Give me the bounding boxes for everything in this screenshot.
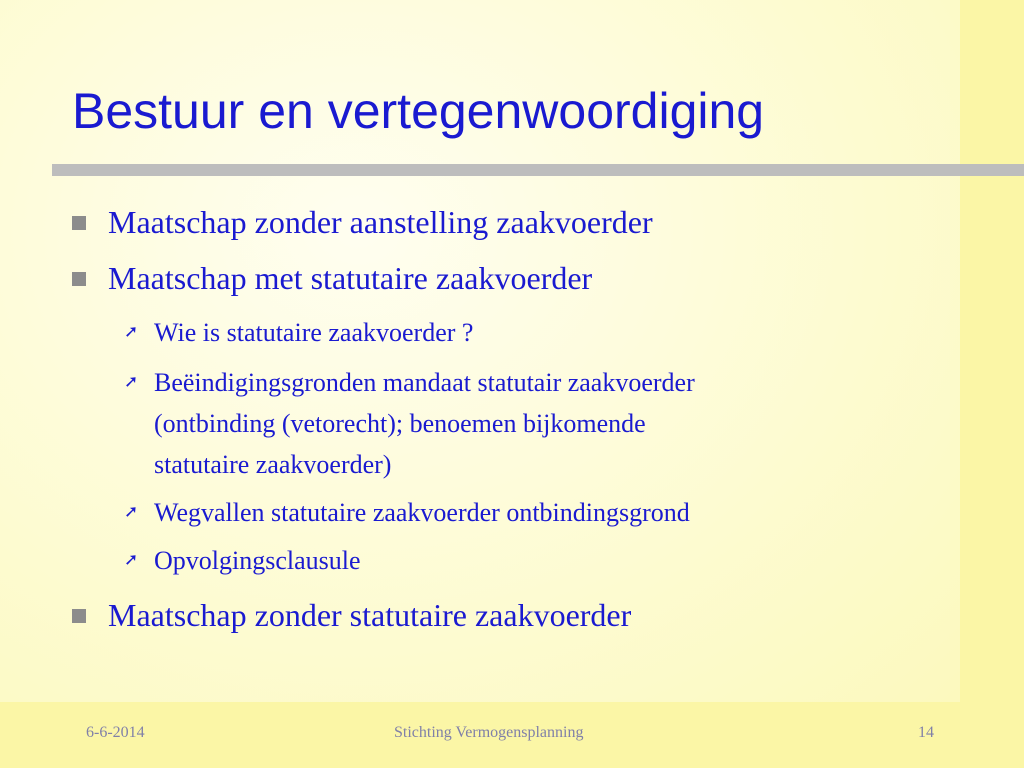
sub-bullet-line: statutaire zaakvoerder) <box>154 450 392 479</box>
sub-bullet-text <box>154 362 695 485</box>
square-bullet-icon <box>72 216 86 230</box>
page-number: 14 <box>918 724 934 741</box>
sub-bullet-text: Opvolgingsclausule <box>154 546 361 575</box>
sub-bullet-text: Wegvallen statutaire zaakvoerder ontbindingsgrond <box>154 498 690 527</box>
sub-bullet-line: Beëindigingsgronden mandaat statutair zaakvoerder <box>154 368 695 397</box>
arrow-bullet-icon: ➚ <box>124 550 139 570</box>
bullet-text: Maatschap zonder aanstelling zaakvoerder <box>108 204 653 240</box>
slide-title: Bestuur en vertegenwoordiging <box>72 83 765 139</box>
bullet-text: Maatschap zonder statutaire zaakvoerder <box>108 597 632 633</box>
square-bullet-icon <box>72 609 86 623</box>
sub-bullet-line: (ontbinding (vetorecht); benoemen bijkomende <box>154 409 646 438</box>
footer-organization: Stichting Vermogensplanning <box>394 724 584 741</box>
arrow-bullet-icon: ➚ <box>124 502 139 522</box>
square-bullet-icon <box>72 272 86 286</box>
arrow-bullet-icon: ➚ <box>124 372 139 392</box>
sub-bullet-text: Wie is statutaire zaakvoerder ? <box>154 318 474 347</box>
footer-date: 6-6-2014 <box>86 724 145 741</box>
bullet-text: Maatschap met statutaire zaakvoerder <box>108 260 593 296</box>
arrow-bullet-icon: ➚ <box>124 322 139 342</box>
